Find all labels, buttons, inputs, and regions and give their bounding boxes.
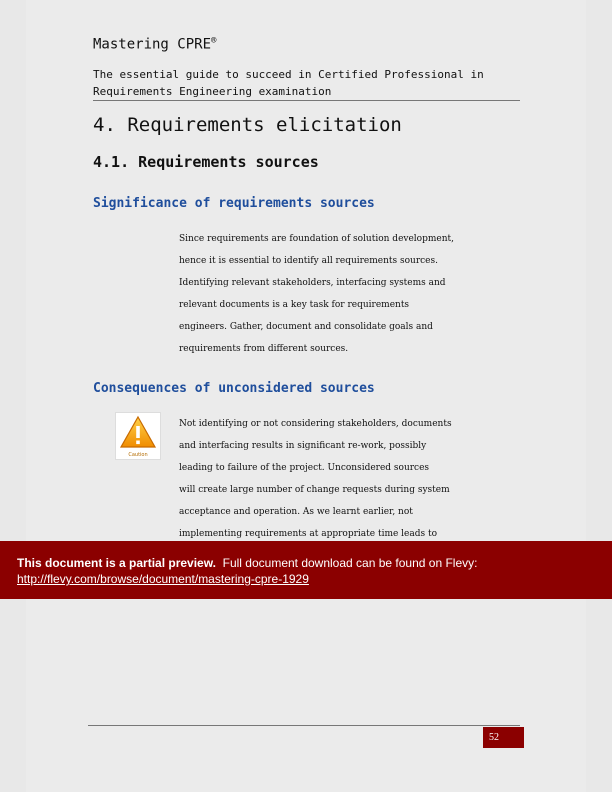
paragraph-line: Not identifying or not considering stakeholders, documents [179, 419, 452, 429]
consequences-paragraph [179, 413, 524, 545]
header-divider [93, 100, 520, 101]
paragraph-line: Since requirements are foundation of solution development, [179, 234, 454, 244]
subsection-heading-consequences: Consequences of unconsidered sources [93, 381, 375, 396]
paragraph-line: relevant documents is a key task for requirements [179, 300, 410, 310]
paragraph-line: Identifying relevant stakeholders, interfacing systems and [179, 278, 446, 288]
footer-divider [88, 725, 520, 726]
significance-paragraph [179, 228, 524, 360]
paragraph-line: requirements from different sources. [179, 344, 349, 354]
warning-triangle-icon [118, 414, 158, 450]
paragraph-line: will create large number of change requests during system [179, 485, 450, 495]
caution-icon [115, 412, 161, 460]
section-heading: 4.1. Requirements sources [93, 153, 319, 171]
paragraph-line: leading to failure of the project. Unconsidered sources [179, 463, 430, 473]
header-subtitle-line: The essential guide to succeed in Certified Professional in [93, 68, 484, 81]
page-number: 52 [483, 727, 524, 748]
preview-banner-text [17, 556, 477, 570]
preview-banner [0, 541, 612, 599]
caution-label: Caution [128, 452, 148, 458]
header-subtitle [93, 66, 513, 100]
header-title: Mastering CPRE® [93, 36, 217, 53]
registered-mark: ® [211, 36, 217, 46]
flevy-download-link[interactable]: http://flevy.com/browse/document/mastering-cpre-1929 [17, 572, 309, 586]
paragraph-line: hence it is essential to identify all requirements sources. [179, 256, 438, 266]
paragraph-line: implementing requirements at appropriate time leads to [179, 529, 438, 539]
paragraph-line: engineers. Gather, document and consolidate goals and [179, 322, 433, 332]
chapter-heading: 4. Requirements elicitation [93, 114, 402, 136]
paragraph-line: and interfacing results in significant re-work, possibly [179, 441, 427, 451]
subsection-heading-significance: Significance of requirements sources [93, 196, 375, 211]
preview-banner-message: Full document download can be found on Flevy: [222, 556, 478, 570]
paragraph-line: acceptance and operation. As we learnt earlier, not [179, 507, 413, 517]
header-subtitle-line: Requirements Engineering examination [93, 85, 332, 98]
preview-banner-bold: This document is a partial preview. [17, 556, 216, 570]
